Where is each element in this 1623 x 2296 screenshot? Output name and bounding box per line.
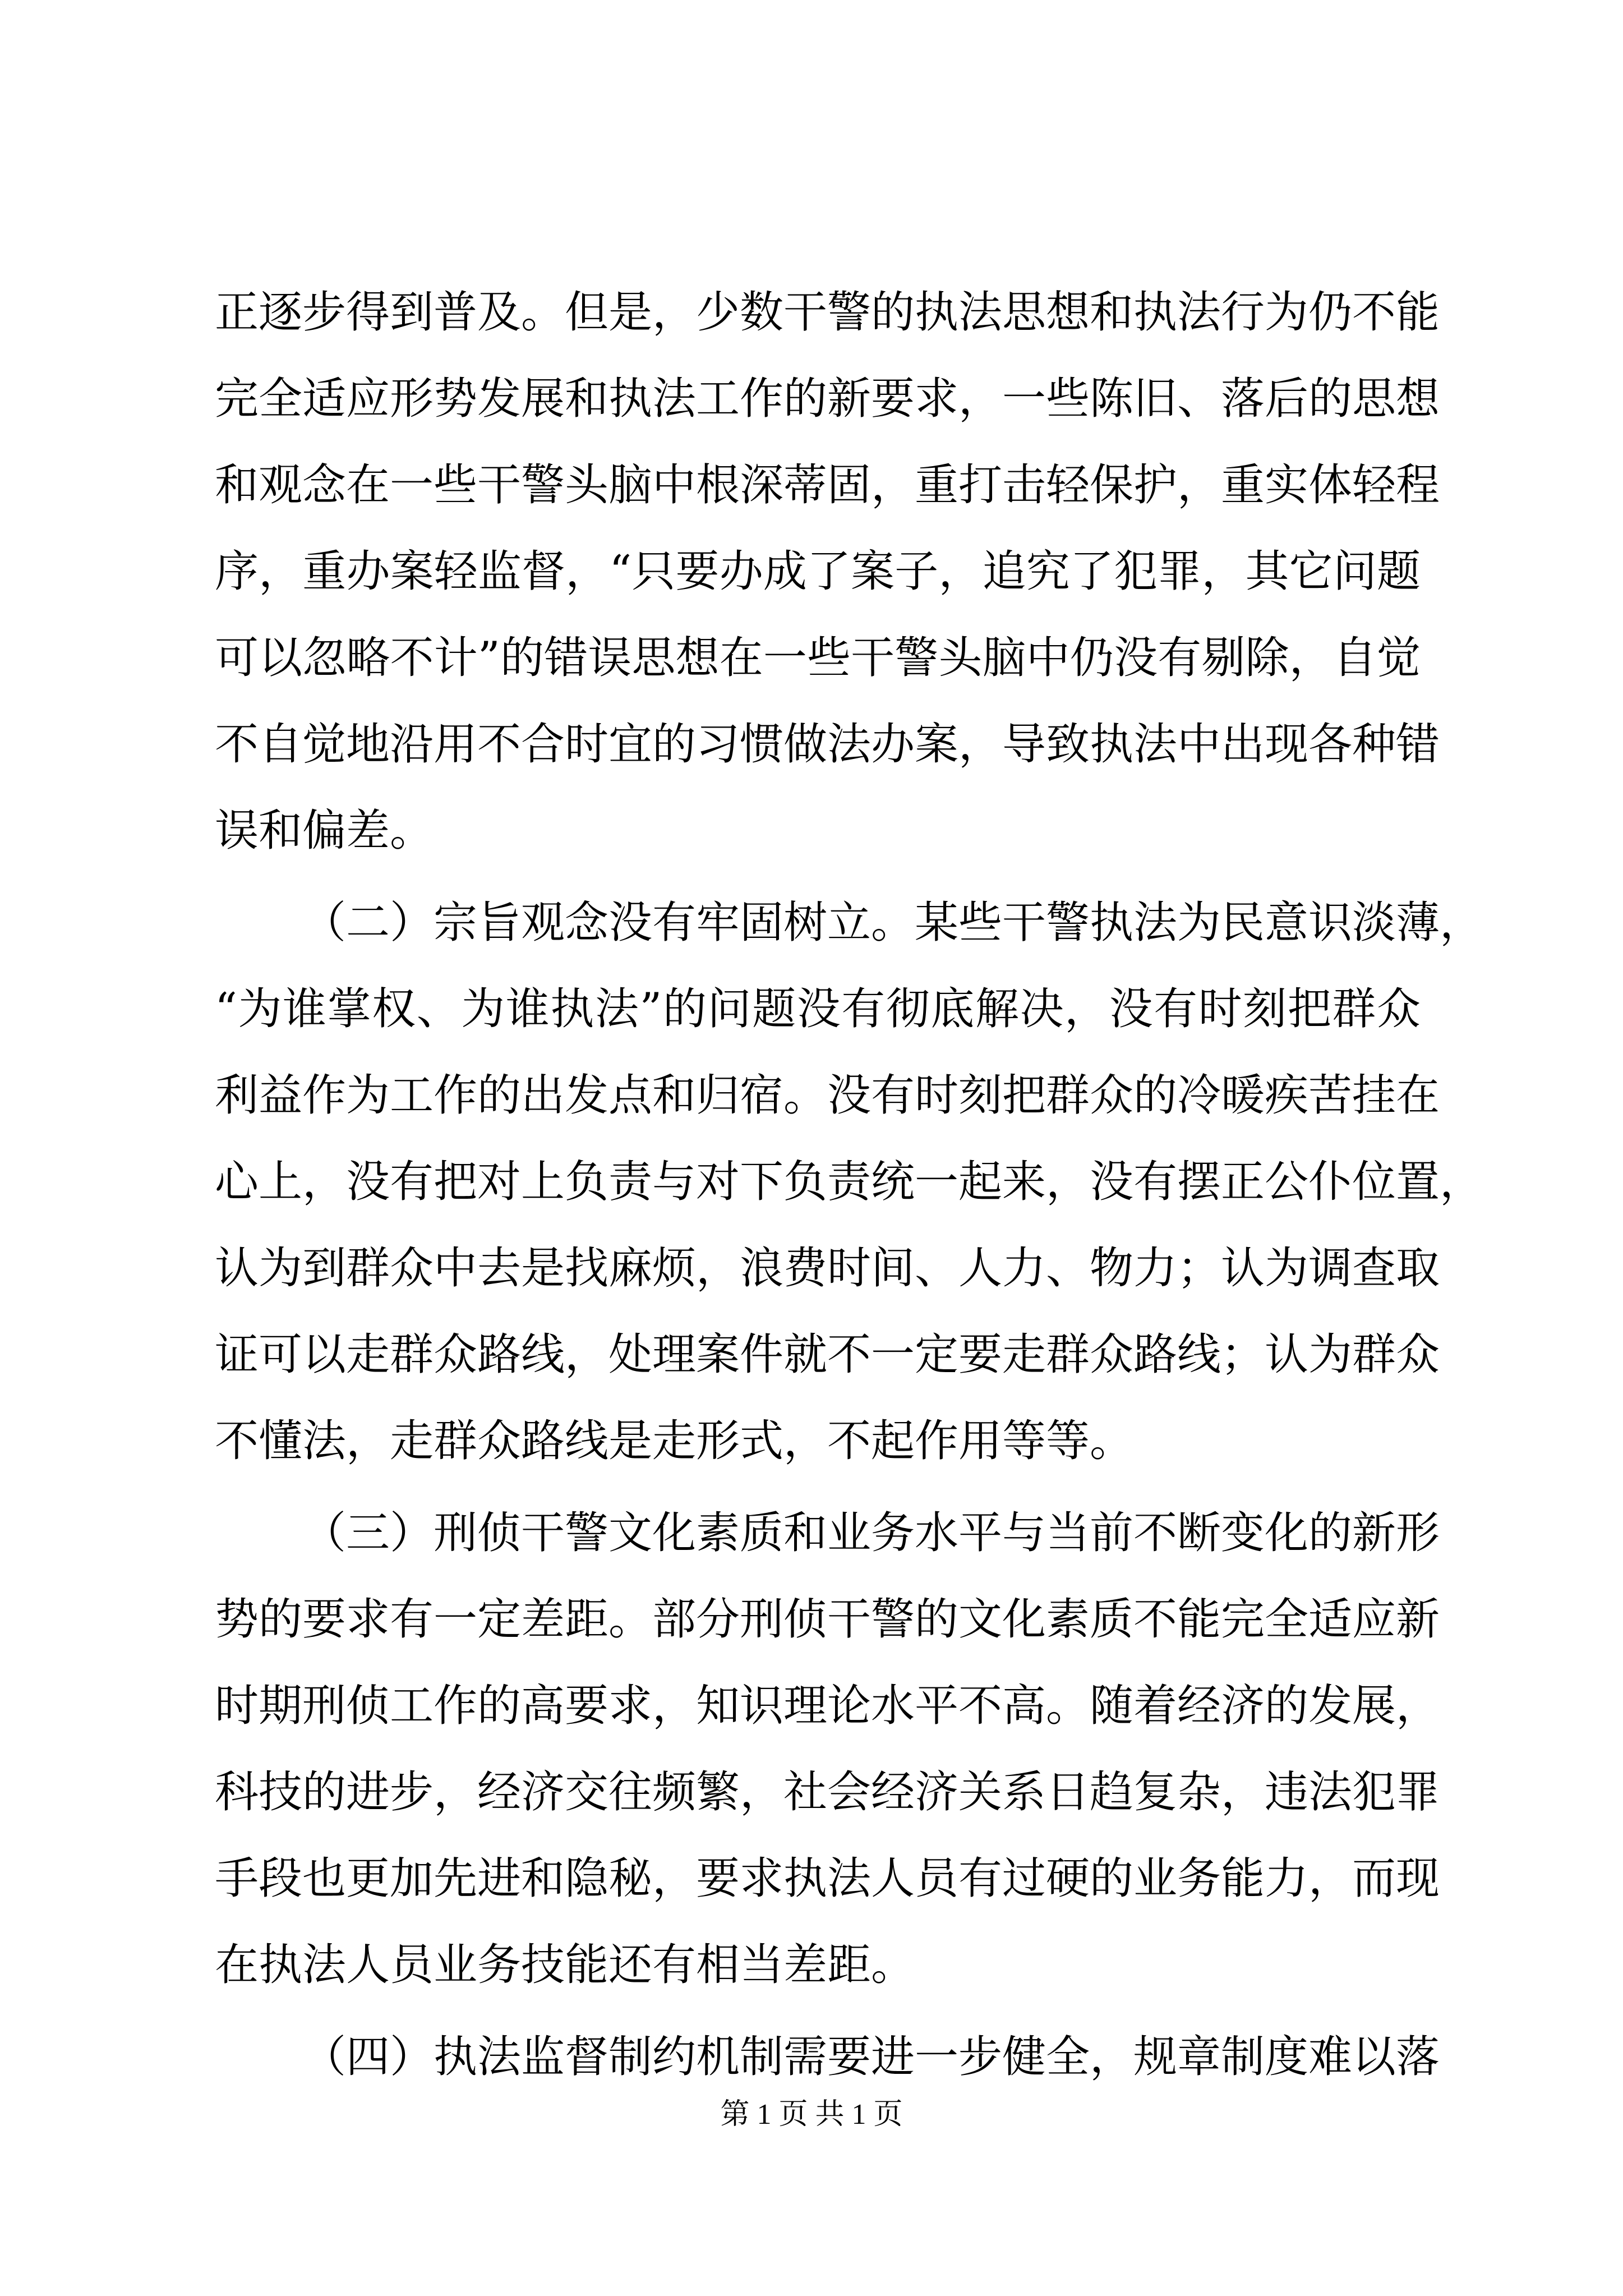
paragraph-section-4 xyxy=(215,2014,1440,2100)
text-line: 利益作为工作的出发点和归宿。没有时刻把群众的冷暖疾苦挂在 xyxy=(215,1070,1440,1121)
text-line: 认为到群众中去是找麻烦，浪费时间、人力、物力；认为调查取 xyxy=(215,1243,1440,1294)
paragraph-section-3 xyxy=(215,1490,1440,2008)
paragraph-continuation xyxy=(215,269,1440,874)
section-heading-line: （二）宗旨观念没有牢固树立。某些干警执法为民意识淡薄， xyxy=(302,898,1484,948)
text-line: 势的要求有一定差距。部分刑侦干警的文化素质不能完全适应新 xyxy=(215,1594,1440,1645)
page-number-footer: 第 1 页 共 1 页 xyxy=(720,2099,903,2131)
paragraph-section-2 xyxy=(215,880,1484,1484)
text-line: “为谁掌权、为谁执法”的问题没有彻底解决，没有时刻把群众 xyxy=(215,984,1421,1034)
text-line: 科技的进步，经济交往频繁，社会经济关系日趋复杂，违法犯罪 xyxy=(215,1767,1440,1818)
text-line: 时期刑侦工作的高要求，知识理论水平不高。随着经济的发展， xyxy=(215,1681,1440,1731)
text-line: 误和偏差。 xyxy=(215,806,434,856)
text-line: 心上，没有把对上负责与对下负责统一起来，没有摆正公仆位置， xyxy=(215,1157,1484,1207)
text-line: 和观念在一些干警头脑中根深蒂固，重打击轻保护，重实体轻程 xyxy=(215,460,1440,510)
document-body xyxy=(215,269,1484,2100)
text-line: 不懂法，走群众路线是走形式，不起作用等等。 xyxy=(215,1416,1134,1466)
text-line: 序，重办案轻监督，“只要办成了案子，追究了犯罪，其它问题 xyxy=(215,546,1421,597)
text-line: 手段也更加先进和隐秘，要求执法人员有过硬的业务能力，而现 xyxy=(215,1853,1440,1904)
text-line: 不自觉地沿用不合时宜的习惯做法办案，导致执法中出现各种错 xyxy=(215,719,1440,770)
text-line: 正逐步得到普及。但是，少数干警的执法思想和执法行为仍不能 xyxy=(215,287,1440,338)
text-line: 完全适应形势发展和执法工作的新要求，一些陈旧、落后的思想 xyxy=(215,374,1440,424)
text-line: 在执法人员业务技能还有相当差距。 xyxy=(215,1940,915,1990)
text-line: 证可以走群众路线，处理案件就不一定要走群众路线；认为群众 xyxy=(215,1329,1440,1380)
section-heading-line: （三）刑侦干警文化素质和业务水平与当前不断变化的新形 xyxy=(302,1508,1440,1558)
section-heading-line: （四）执法监督制约机制需要进一步健全，规章制度难以落 xyxy=(302,2032,1440,2082)
text-line: 可以忽略不计”的错误思想在一些干警头脑中仍没有剔除，自觉 xyxy=(215,633,1421,683)
